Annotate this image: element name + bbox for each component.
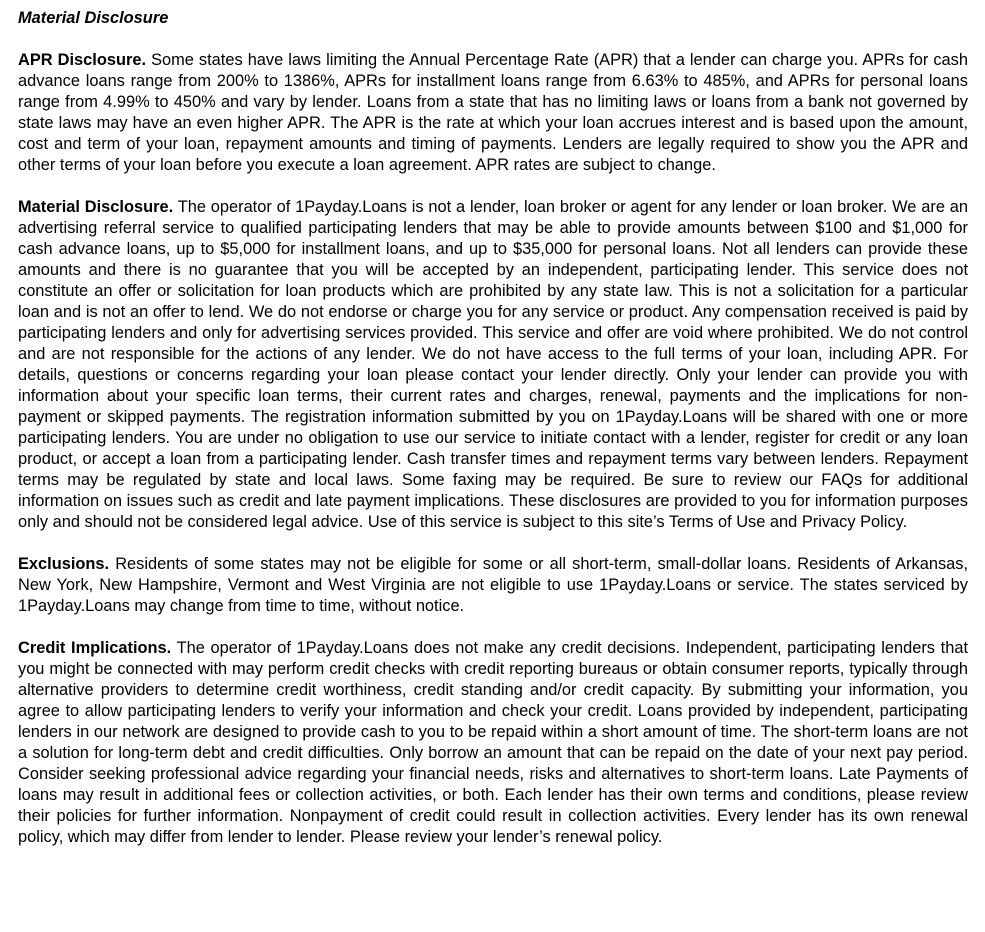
disclosure-title: Material Disclosure <box>18 9 169 27</box>
apr-disclosure-paragraph <box>18 50 968 176</box>
material-disclosure-body: The operator of 1Payday.Loans is not a lender, loan broker or agent for any lender or loan broker. We are an advertising referral service to qualified participating lenders that may be able to provide amounts between $100 and $1,000 for cash advance loans, up to $5,000 for installment loans, and up to $35,000 for personal loans. Not all lenders can provide these amounts and there is no guarantee that you will be accepted by an independent, participating lender. This service does not constitute an offer or solicitation for loan products which are prohibited by any state law. This is not a solicitation for a particular loan and is not an offer to lend. We do not endorse or charge you for any service or product. Any compensation received is paid by participating lenders and only for advertising services provided. This service and offer are void where prohibited. We do not control and are not responsible for the actions of any lender. We do not have access to the full terms of your loan, including APR. For details, questions or concerns regarding your loan please contact your lender directly. Only your lender can provide you with information about your specific loan terms, their current rates and charges, renewal, payments and the implications for non-payment or skipped payments. The registration information submitted by you on 1Payday.Loans will be shared with one or more participating lenders. You are under no obligation to use our service to initiate contact with a lender, register for credit or any loan product, or accept a loan from a participating lender. Cash transfer times and repayment terms vary between lenders. Repayment terms may be regulated by state and local laws. Some faxing may be required. Be sure to review our FAQs for additional information on issues such as credit and late payment implications. These disclosures are provided to you for information purposes only and should not be considered legal advice. Use of this service is subject to this site’s Terms of Use and Privacy Policy. <box>18 198 968 531</box>
credit-implications-paragraph <box>18 638 968 848</box>
apr-disclosure-body: Some states have laws limiting the Annual Percentage Rate (APR) that a lender can charge you. APRs for cash advance loans range from 200% to 1386%, APRs for installment loans range from 6.63% to 485%, and APRs for personal loans range from 4.99% to 450% and vary by lender. Loans from a state that has no limiting laws or loans from a bank not governed by state laws may have an even higher APR. The APR is the rate at which your loan accrues interest and is based upon the amount, cost and term of your loan, repayment amounts and timing of payments. Lenders are legally required to show you the APR and other terms of your loan before you execute a loan agreement. APR rates are subject to change. <box>18 51 968 174</box>
apr-disclosure-heading: APR Disclosure. <box>18 51 147 69</box>
material-disclosure-section <box>18 8 968 869</box>
material-disclosure-heading: Material Disclosure. <box>18 198 174 216</box>
material-disclosure-paragraph <box>18 197 968 533</box>
credit-implications-heading: Credit Implications. <box>18 639 172 657</box>
exclusions-heading: Exclusions. <box>18 555 110 573</box>
credit-implications-body: The operator of 1Payday.Loans does not make any credit decisions. Independent, participating lenders that you might be connected with may perform credit checks with credit reporting bureaus or obtain consumer reports, typically through alternative providers to determine credit worthiness, credit standing and/or credit capacity. By submitting your information, you agree to allow participating lenders to verify your information and check your credit. Loans provided by independent, participating lenders in our network are designed to provide cash to you to be repaid within a short amount of time. The short-term loans are not a solution for long-term debt and credit difficulties. Only borrow an amount that can be repaid on the date of your next pay period. Consider seeking professional advice regarding your financial needs, risks and alternatives to short-term loans. Late Payments of loans may result in additional fees or collection activities, or both. Each lender has their own terms and conditions, please review their policies for further information. Nonpayment of credit could result in collection activities. Every lender has its own renewal policy, which may differ from lender to lender. Please review your lender’s renewal policy. <box>18 639 968 846</box>
exclusions-paragraph <box>18 554 968 617</box>
exclusions-body: Residents of some states may not be eligible for some or all short-term, small-dollar loans. Residents of Arkansas, New York, New Hampshire, Vermont and West Virginia are not eligible to use 1Payday.Loans or service. The states serviced by 1Payday.Loans may change from time to time, without notice. <box>18 555 968 615</box>
